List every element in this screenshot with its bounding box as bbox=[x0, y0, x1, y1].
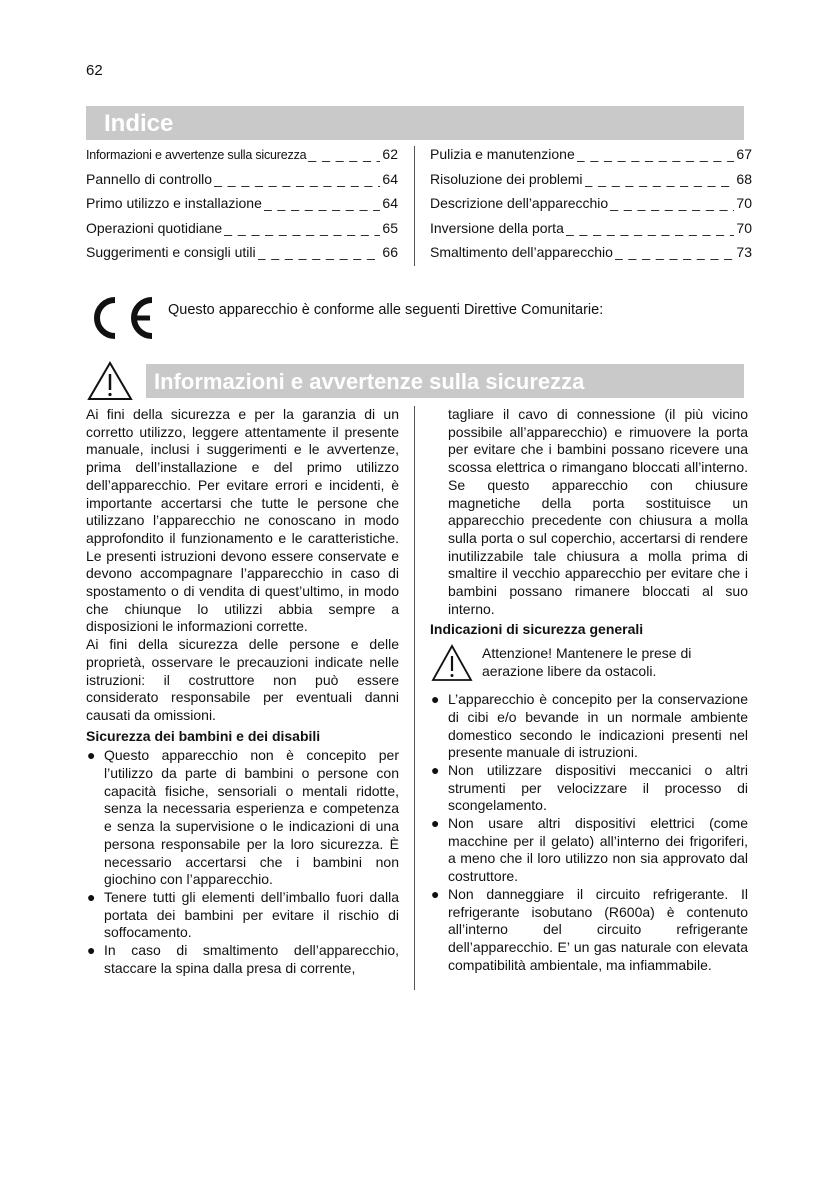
children-safety-list bbox=[86, 747, 399, 977]
toc-leader bbox=[566, 220, 735, 236]
toc-entry[interactable] bbox=[430, 220, 752, 245]
safety-section-title: Informazioni e avvertenze sulla sicurezza bbox=[146, 364, 744, 398]
toc-leader bbox=[224, 220, 380, 236]
list-item-text: Non danneggiare il circuito refrigerante. Il refrigerante isobutano (R600a) è contenuto all’interno del circuito refrigerante dell’apparecchio. E’ un gas naturale con elevata compatibilità ambientale, ma infiammabile. bbox=[448, 885, 748, 973]
toc-entry-page: 70 bbox=[736, 219, 752, 236]
toc-entry-label: Smaltimento dell’apparecchio bbox=[430, 244, 613, 261]
bullet-icon: ● bbox=[87, 888, 96, 905]
list-item-text: L’apparecchio è concepito per la conservazione di cibi e/o bevande in un normale ambiente domestico secondo le indicazioni presenti nel presente manuale di istruzioni. bbox=[448, 691, 748, 761]
toc-entry[interactable] bbox=[430, 195, 752, 220]
attention-text: Attenzione! Mantenere le prese di aerazione libere da ostacoli. bbox=[482, 645, 692, 679]
toc-entry-label: Pulizia e manutenzione bbox=[430, 146, 575, 162]
safety-intro-paragraph: Ai fini della sicurezza delle persone e delle proprietà, osservare le precauzioni indicate nelle istruzioni: il costruttore non può essere considerato responsabile per eventuali danni causati da omissioni. bbox=[86, 636, 399, 723]
toc-entry[interactable] bbox=[430, 146, 752, 171]
toc-entry[interactable] bbox=[430, 171, 752, 196]
toc-leader bbox=[610, 195, 734, 211]
children-safety-heading: Sicurezza dei bambini e dei disabili bbox=[86, 727, 321, 744]
toc-entry[interactable] bbox=[86, 146, 398, 171]
list-item-text: Non utilizzare dispositivi meccanici o altri strumenti per velocizzare il processo di scongelamento. bbox=[448, 761, 748, 814]
safety-right-column bbox=[430, 406, 748, 974]
bullet-icon: ● bbox=[431, 761, 440, 778]
general-safety-list bbox=[430, 691, 748, 974]
toc-entry-label: Descrizione dell’apparecchio bbox=[430, 195, 609, 212]
toc-entry-label: Inversione della porta bbox=[430, 219, 564, 236]
toc-leader bbox=[264, 195, 381, 211]
toc-leader bbox=[585, 171, 735, 187]
list-item bbox=[430, 691, 748, 762]
toc-entry[interactable] bbox=[86, 171, 398, 196]
toc-leader bbox=[615, 244, 735, 260]
toc-left-column bbox=[86, 146, 398, 269]
toc-entry-page: 64 bbox=[382, 195, 398, 212]
children-safety-continued: tagliare il cavo di connessione (il più vicino possibile all’apparecchio) e rimuovere la porta per evitare che i bambini possano ricevere una scossa elettrica o rimangano bloccati all’interno. Se questo apparecchio con chiusure magnetiche della porta sostituisce un apparecchio precedente con chiusura a molla sulla porta o sul coperchio, accertarsi di rendere inutilizzabile tale chiusura a molla prima di smaltire il vecchio apparecchio per evitare che i bambini possano rimanere bloccati al suo interno. bbox=[448, 406, 748, 617]
toc-leader bbox=[258, 244, 381, 260]
toc-entry[interactable] bbox=[86, 220, 398, 245]
safety-left-column bbox=[86, 406, 399, 978]
toc-entry-page: 73 bbox=[736, 244, 752, 261]
list-item-text: Questo apparecchio non è concepito per l’utilizzo da parte di bambini o persone con capacità fisiche, sensoriali o mentali ridotte, senza la necessaria esperienza e competenza e senza la supervisione o le indicazioni di una persona responsabile per la loro sicurezza. È necessario accertarsi che i bambini non giochino con l’apparecchio. bbox=[104, 747, 399, 888]
list-item bbox=[430, 762, 748, 815]
safety-intro-paragraph: Ai fini della sicurezza e per la garanzia di un corretto utilizzo, leggere attentamente il presente manuale, inclusi i suggerimenti e le avvertenze, prima dell’installazione e del primo utilizzo dell’apparecchio. Per evitare errori e incidenti, è importante accertarsi che tutte le persone che utilizzano l’apparecchio ne conoscano in modo approfondito il funzionamento e le caratteristiche. Le presenti istruzioni devono essere conservate e devono accompagnare l’apparecchio in caso di spostamento o di vendita di quest’ultimo, in modo che chiunque lo utilizzi abbia sempre a disposizioni le informazioni corrette. bbox=[86, 406, 399, 635]
list-item-text: Tenere tutti gli elementi dell’imballo fuori dalla portata dei bambini per evitare il rischio di soffocamento. bbox=[104, 888, 399, 941]
warning-icon bbox=[86, 360, 134, 402]
general-safety-heading: Indicazioni di sicurezza generali bbox=[430, 621, 644, 638]
bullet-icon: ● bbox=[431, 815, 440, 832]
list-item bbox=[86, 942, 399, 977]
toc-entry[interactable] bbox=[86, 195, 398, 220]
toc-entry-label: Suggerimenti e consigli utili bbox=[86, 244, 256, 261]
list-item bbox=[86, 747, 399, 889]
toc-entry-page: 67 bbox=[736, 146, 752, 162]
list-item bbox=[86, 889, 399, 942]
toc-entry-page: 64 bbox=[382, 170, 398, 187]
toc-divider bbox=[414, 146, 415, 266]
toc-leader bbox=[577, 146, 735, 162]
column-divider bbox=[414, 406, 415, 990]
toc-entry-label: Informazioni e avvertenze sulla sicurezza bbox=[86, 148, 307, 162]
toc-entry-page: 68 bbox=[736, 170, 752, 187]
index-title: Indice bbox=[86, 106, 744, 140]
list-item-text: Non usare altri dispositivi elettrici (come macchine per il gelato) all’interno dei frigoriferi, a meno che il loro utilizzo non sia approvato dal costruttore. bbox=[448, 815, 748, 885]
bullet-icon: ● bbox=[431, 885, 440, 902]
bullet-icon: ● bbox=[87, 747, 96, 764]
toc-entry-page: 66 bbox=[382, 244, 398, 261]
toc-leader bbox=[308, 146, 380, 162]
toc-entry-label: Primo utilizzo e installazione bbox=[86, 195, 262, 212]
toc-entry-page: 62 bbox=[382, 146, 398, 162]
page-number: 62 bbox=[86, 62, 103, 79]
attention-note bbox=[430, 643, 748, 683]
ce-compliance-text: Questo apparecchio è conforme alle seguenti Direttive Comunitarie: bbox=[168, 302, 604, 318]
list-item-text: In caso di smaltimento dell’apparecchio, staccare la spina dalla presa di corrente, bbox=[104, 942, 399, 976]
toc-entry-page: 65 bbox=[382, 219, 398, 236]
list-item bbox=[430, 886, 748, 975]
ce-mark-icon bbox=[84, 296, 156, 340]
bullet-icon: ● bbox=[431, 691, 440, 708]
list-item bbox=[430, 815, 748, 886]
toc-leader bbox=[214, 171, 380, 187]
toc-entry[interactable] bbox=[430, 244, 752, 269]
toc-entry[interactable] bbox=[86, 244, 398, 269]
toc-entry-label: Operazioni quotidiane bbox=[86, 219, 223, 236]
bullet-icon: ● bbox=[87, 942, 96, 959]
warning-icon bbox=[430, 643, 474, 683]
toc-entry-label: Pannello di controllo bbox=[86, 170, 213, 187]
toc-right-column bbox=[430, 146, 752, 269]
toc-entry-label: Risoluzione dei problemi bbox=[430, 170, 583, 187]
toc-entry-page: 70 bbox=[736, 195, 752, 212]
